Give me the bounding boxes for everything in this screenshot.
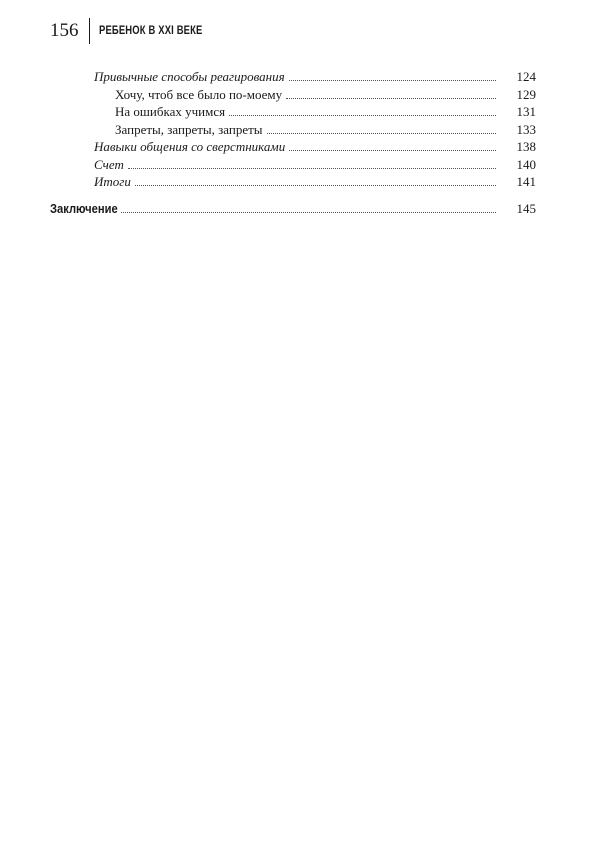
toc-entry[interactable] xyxy=(94,67,536,84)
toc-chapter-entry[interactable] xyxy=(50,199,536,216)
toc-entry[interactable] xyxy=(94,155,536,172)
toc-entry-page: 141 xyxy=(516,174,536,189)
dot-leader xyxy=(229,114,496,116)
toc-entry-title: Запреты, запреты, запреты xyxy=(115,122,263,137)
running-head xyxy=(50,18,225,44)
toc-entry-page: 133 xyxy=(516,122,536,137)
toc-entry-page: 129 xyxy=(516,87,536,102)
dot-leader xyxy=(128,167,496,169)
toc-entry[interactable] xyxy=(115,85,536,102)
toc-entry[interactable] xyxy=(115,120,536,137)
running-title: РЕБЕНОК В XXI ВЕКЕ xyxy=(98,25,203,37)
toc-entry-title: Навыки общения со сверстниками xyxy=(94,139,286,154)
dot-leader xyxy=(121,211,496,213)
toc-entry-page: 140 xyxy=(516,157,536,172)
dot-leader xyxy=(267,132,496,134)
toc-entry-page: 124 xyxy=(516,69,536,84)
toc-entry-title: Заключение xyxy=(50,201,118,216)
toc-entry-title: Итоги xyxy=(94,174,131,189)
toc-entry-title: Хочу, чтоб все было по-моему xyxy=(115,87,283,102)
toc-entry-page: 131 xyxy=(516,104,536,119)
toc-entry-page: 145 xyxy=(516,201,536,216)
dot-leader xyxy=(286,97,496,99)
header-divider xyxy=(89,18,90,44)
toc-entry-page: 138 xyxy=(516,139,536,154)
dot-leader xyxy=(289,79,496,81)
toc-entry-title: Привычные способы реагирования xyxy=(94,69,285,84)
dot-leader xyxy=(135,184,496,186)
toc-entry[interactable] xyxy=(115,102,536,119)
toc-entry-title: Счет xyxy=(94,157,124,172)
page-number: 156 xyxy=(50,20,79,41)
dot-leader xyxy=(289,149,496,151)
toc-entry[interactable] xyxy=(94,137,536,154)
toc-entry[interactable] xyxy=(94,172,536,189)
toc-entry-title: На ошибках учимся xyxy=(115,104,226,119)
